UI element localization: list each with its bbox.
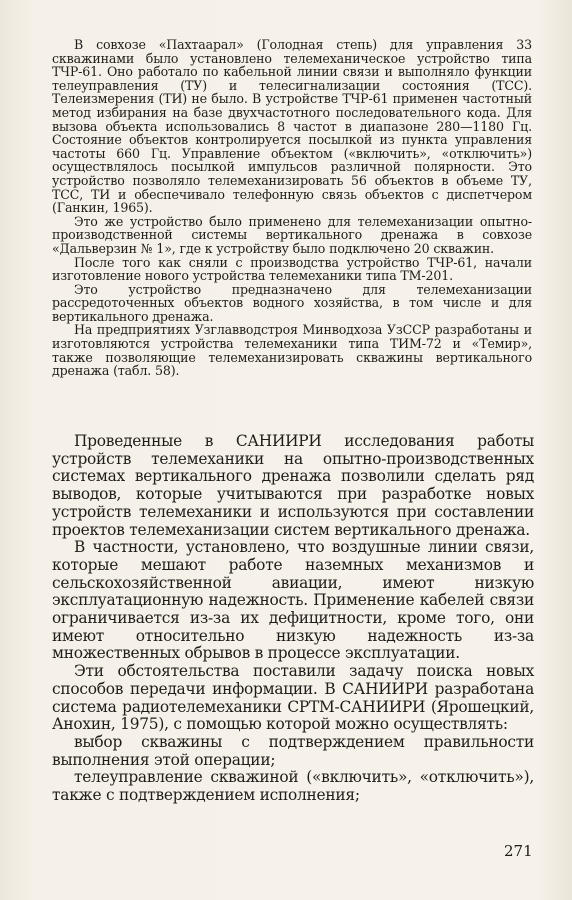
main-text-section: [52, 433, 534, 805]
paragraph-communication-lines: В частности, установлено, что воздушные линии связи, которые мешают работе наземных механизмов и сельскохозяйственной авиации, имеют низкую эксплуатационную надежность. Применение кабелей связи ограничивается из-за их дефицитности, кроме того, они имеют относительно низкую надежность из-за множественных обрывов в процессе эксплуатации.: [52, 538, 534, 663]
paragraph-tim-72: На предприятиях Узглавводстроя Минводхоза УзССР разработаны и изготовляются устройства телемеханики типа ТИМ-72 и «Темир», также позволяющие телемеханизировать скважины вертикального дренажа (табл. 58).: [52, 322, 532, 379]
paragraph-saniiri-research: Проведенные в САНИИРИ исследования работы устройств телемеханики на опытно-производственных системах вертикального дренажа позволили сделать ряд выводов, которые учитываются при разработке новых устройств телемеханики и используются при составлении проектов телемеханизации систем вертикального дренажа.: [52, 432, 534, 539]
paragraph-srtm-saniiri: Эти обстоятельства поставили задачу поиска новых способов передачи информации. В САНИИРИ разработана система радиотелемеханики СРТМ-САНИИРИ (Ярошецкий, Анохин, 1975), с помощью которой можно осуществлять:: [52, 662, 534, 734]
paragraph-telecontrol: телеуправление скважиной («включить», «отключить»), также с подтверждением исполнения;: [52, 768, 534, 805]
paragraph-tm-201: После того как сняли с производства устройство ТЧР-61, начали изготовление нового устройства телемеханики типа ТМ-201.: [52, 254, 532, 284]
small-print-section: [52, 38, 532, 378]
paragraph-device-purpose: Это устройство предназначено для телемеханизации рассредоточенных объектов водного хозяйства, в том числе и для вертикального дренажа.: [52, 281, 532, 324]
paragraph-dalverzin: Это же устройство было применено для телемеханизации опытно-производственной системы вертикального дренажа в совхозе «Дальверзин № 1», где к устройству было подключено 20 скважин.: [52, 213, 532, 256]
paragraph-well-selection: выбор скважины с подтверждением правильности выполнения этой операции;: [52, 732, 534, 769]
page-number: 271: [504, 842, 533, 860]
paragraph-pakhtaaral: В совхозе «Пахтаарал» (Голодная степь) для управления 33 скважинами было установлено телемеханическое устройство типа ТЧР-61. Оно работало по кабельной линии связи и выполняло функции телеуправления (ТУ) и телесигнализации состояния (ТСС). Телеизмерения (ТИ) не было. В устройстве ТЧР-61 применен частотный метод избирания на базе двухчастотного последовательного кода. Для вызова объекта использовались 8 частот в диапазоне 280—1180 Гц. Состояние объектов контролируется посылкой из пункта управления частоты 660 Гц. Управление объектом («включить», «отключить») осуществлялось посылкой импульсов различной полярности. Это устройство позволяло телемеханизировать 56 объектов в объеме ТУ, ТСС, ТИ и обеспечивало телефонную связь объектов с диспетчером (Ганкин, 1965).: [52, 37, 532, 216]
